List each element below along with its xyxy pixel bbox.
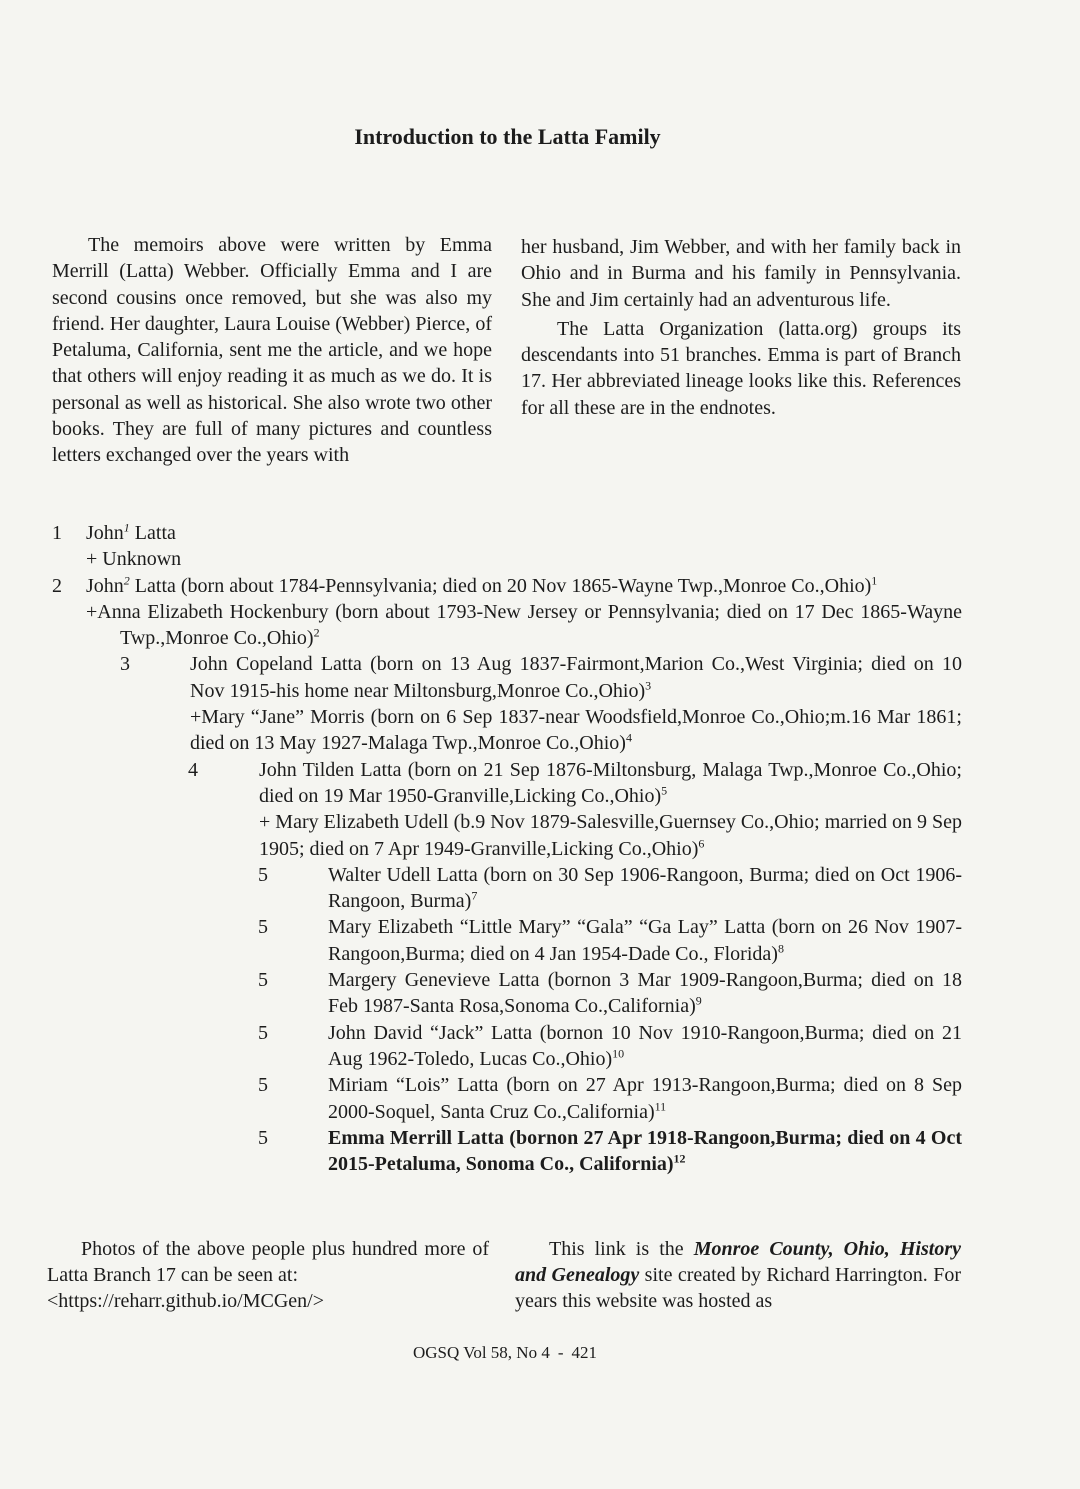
endnote-marker[interactable]: 7 bbox=[471, 888, 478, 903]
lineage-entry bbox=[52, 1020, 962, 1073]
person-details: Latta bbox=[129, 522, 176, 544]
person-name: Mary Elizabeth “Little Mary” “Gala” “Ga Lay” Latta (born on 26 Nov 1907-Rangoon,Burma; died on 4 Jan 1954-Dade Co., Florida) bbox=[328, 916, 962, 965]
endnote-marker[interactable]: 11 bbox=[654, 1098, 667, 1113]
lineage-entry bbox=[52, 704, 962, 757]
lineage-entry bbox=[52, 1072, 962, 1125]
generation-number: 3 bbox=[120, 653, 130, 676]
person-name: Margery Genevieve Latta (bornon 3 Mar 1909-Rangoon,Burma; died on 18 Feb 1987-Santa Rosa,Sonoma Co.,California) bbox=[328, 969, 962, 1018]
lineage-text bbox=[259, 809, 962, 862]
generation-superscript: 1 bbox=[123, 520, 130, 535]
generation-number: 5 bbox=[258, 969, 268, 992]
lineage-entry bbox=[52, 599, 962, 652]
link-note-lead: This link is the bbox=[549, 1238, 694, 1260]
intro-right-column bbox=[521, 234, 961, 421]
lineage-entry bbox=[52, 520, 962, 546]
person-name: + Mary Elizabeth Udell (b.9 Nov 1879-Salesville,Guernsey Co.,Ohio; married on 9 Sep 1905; died on 7 Apr 1949-Granville,Licking Co.,Ohio) bbox=[259, 811, 962, 860]
lineage-entry bbox=[52, 967, 962, 1020]
page-footer bbox=[0, 1343, 1010, 1363]
generation-superscript: 2 bbox=[123, 572, 130, 587]
person-name: +Mary “Jane” Morris (born on 6 Sep 1837-near Woodsfield,Monroe Co.,Ohio;m.16 Mar 1861; died on 13 May 1927-Malaga Twp.,Monroe Co.,Ohio) bbox=[190, 706, 962, 755]
person-name: Emma Merrill Latta (bornon 27 Apr 1918-Rangoon,Burma; died on 4 Oct 2015-Petaluma, Sonoma Co., California) bbox=[328, 1126, 962, 1176]
lineage-text bbox=[86, 599, 962, 652]
generation-number: 5 bbox=[258, 1021, 268, 1044]
person-name: John bbox=[86, 574, 124, 597]
lineage-text bbox=[190, 704, 962, 757]
lineage-entry bbox=[52, 546, 962, 572]
person-name: Miriam “Lois” Latta (born on 27 Apr 1913-Rangoon,Burma; died on 8 Sep 2000-Soquel, Santa Cruz Co.,California) bbox=[328, 1074, 962, 1123]
lineage-text bbox=[328, 914, 962, 967]
footer-dash: - bbox=[557, 1343, 564, 1362]
endnote-marker[interactable]: 5 bbox=[661, 783, 668, 798]
lineage-entry bbox=[52, 651, 962, 704]
lineage-text bbox=[259, 757, 962, 810]
person-name: Walter Udell Latta (born on 30 Sep 1906-Rangoon, Burma; died on Oct 1906-Rangoon, Burma) bbox=[328, 863, 962, 913]
lineage-text bbox=[86, 546, 962, 572]
lineage-text bbox=[190, 651, 962, 704]
endnote-marker[interactable]: 2 bbox=[313, 625, 320, 640]
intro-left-column bbox=[52, 232, 492, 469]
lineage-entry bbox=[52, 914, 962, 967]
generation-number: 5 bbox=[258, 863, 268, 886]
person-name: John Tilden Latta (born on 21 Sep 1876-Miltonsburg, Malaga Twp.,Monroe Co.,Ohio; died on 19 Mar 1950-Granville,Licking Co.,Ohio) bbox=[259, 758, 962, 807]
person-name: John bbox=[86, 522, 124, 544]
page-title: Introduction to the Latta Family bbox=[354, 124, 661, 149]
person-details: Latta (born about 1784-Pennsylvania; died on 20 Nov 1865-Wayne Twp.,Monroe Co.,Ohio) bbox=[129, 574, 872, 597]
site-title: Monroe County, Ohio, History and Genealogy bbox=[515, 1238, 961, 1286]
link-note-tail: site created by Richard Harrington. For years this website was hosted as bbox=[515, 1264, 961, 1312]
lineage-entry bbox=[52, 862, 962, 915]
endnote-marker[interactable]: 10 bbox=[612, 1046, 625, 1061]
journal-reference: OGSQ Vol 58, No 4 bbox=[413, 1343, 550, 1362]
generation-number: 2 bbox=[52, 574, 62, 597]
photos-note-text: Photos of the above people plus hundred more of Latta Branch 17 can be seen at: bbox=[47, 1238, 489, 1286]
lineage-text bbox=[328, 1072, 962, 1125]
lineage-entry bbox=[52, 757, 962, 810]
person-name: + Unknown bbox=[86, 548, 182, 571]
lineage-entry bbox=[52, 809, 962, 862]
generation-number: 5 bbox=[258, 1074, 268, 1097]
lineage-text bbox=[86, 520, 962, 546]
lineage-text bbox=[328, 1125, 962, 1178]
generation-number: 4 bbox=[188, 758, 198, 781]
lineage-entry bbox=[52, 573, 962, 599]
endnote-marker[interactable]: 6 bbox=[698, 835, 705, 850]
photos-link[interactable]: <https://reharr.github.io/MCGen/> bbox=[47, 1290, 324, 1312]
generation-number: 1 bbox=[52, 522, 62, 544]
photos-note bbox=[47, 1236, 489, 1314]
person-name: John Copeland Latta (born on 13 Aug 1837-Fairmont,Marion Co.,West Virginia; died on 10 Nov 1915-his home near Miltonsburg,Monroe Co.,Ohio) bbox=[190, 653, 962, 702]
lineage-text bbox=[86, 573, 962, 599]
endnote-marker[interactable]: 12 bbox=[673, 1151, 686, 1166]
lineage-list bbox=[52, 520, 962, 1177]
intro-paragraph-1: The memoirs above were written by Emma Merrill (Latta) Webber. Officially Emma and I are second cousins once removed, but she was also my friend. Her daughter, Laura Louise (Webber) Pierce, of Petaluma, California, sent me the article, and we hope that others will enjoy reading it as much as we do. It is personal as well as historical. She also wrote two other books. They are full of many pictures and countless letters exchanged over the years with bbox=[52, 234, 492, 467]
person-name: John David “Jack” Latta (bornon 10 Nov 1910-Rangoon,Burma; died on 21 Aug 1962-Toledo, Lucas Co.,Ohio) bbox=[328, 1021, 962, 1070]
lineage-text bbox=[328, 967, 962, 1020]
generation-number: 5 bbox=[258, 1126, 268, 1149]
lineage-text bbox=[328, 1020, 962, 1073]
endnote-marker[interactable]: 4 bbox=[625, 730, 632, 745]
person-name: +Anna Elizabeth Hockenbury (born about 1793-New Jersey or Pennsylvania; died on 17 Dec 1865-Wayne Twp.,Monroe Co.,Ohio) bbox=[86, 600, 962, 650]
endnote-marker[interactable]: 8 bbox=[777, 941, 784, 956]
endnote-marker[interactable]: 3 bbox=[645, 678, 652, 693]
link-note-text bbox=[515, 1236, 961, 1314]
intro-paragraph-2: her husband, Jim Webber, and with her family back in Ohio and in Burma and his family in Pennsylvania. She and Jim certainly had an adventurous life. bbox=[521, 236, 961, 311]
lineage-text bbox=[328, 862, 962, 915]
endnote-marker[interactable]: 1 bbox=[871, 572, 878, 587]
page-number: 421 bbox=[571, 1343, 597, 1362]
generation-number: 5 bbox=[258, 916, 268, 939]
endnote-marker[interactable]: 9 bbox=[695, 993, 702, 1008]
intro-paragraph-3: The Latta Organization (latta.org) groups its descendants into 51 branches. Emma is part of Branch 17. Her abbreviated lineage looks like this. References for all these are in the endnotes. bbox=[521, 317, 961, 419]
lineage-entry bbox=[52, 1125, 962, 1178]
link-note bbox=[515, 1236, 961, 1314]
